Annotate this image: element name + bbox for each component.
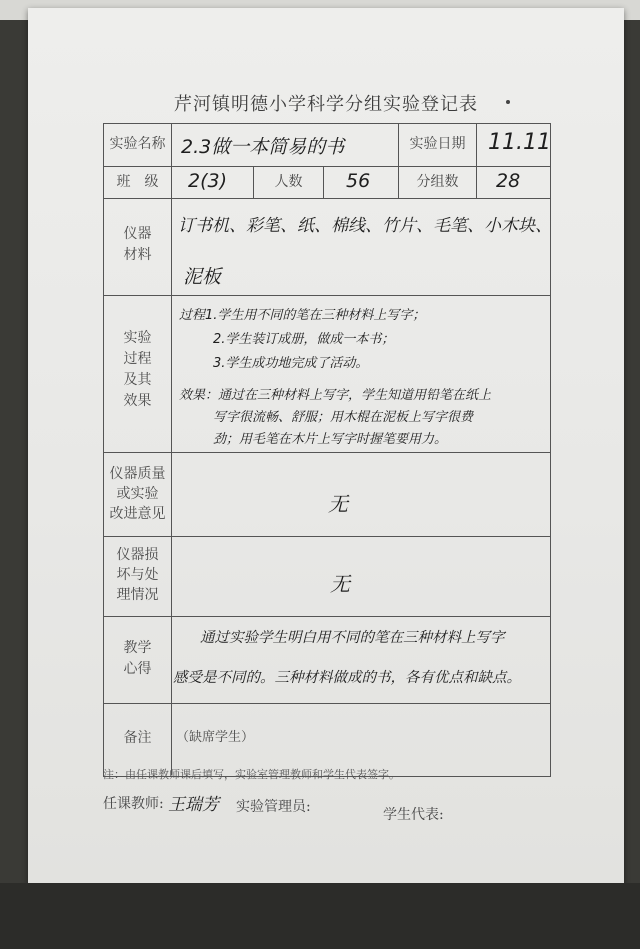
value-effect-line3: 劲；用毛笔在木片上写字时握笔要用力。 — [213, 432, 448, 447]
value-effect-line1: 效果：通过在三种材料上写字，学生知道用铅笔在纸上 — [179, 388, 492, 403]
col-divider — [171, 123, 172, 775]
form-title: 芹河镇明德小学科学分组实验登记表 — [174, 94, 478, 115]
value-damage: 无 — [330, 572, 350, 596]
label-teaching-1: 教学 — [123, 640, 152, 656]
value-process-line1: 过程1.学生用不同的笔在三种材料上写字； — [179, 308, 426, 323]
label-teaching-2: 心得 — [123, 661, 152, 677]
form-paper — [28, 8, 624, 883]
ink-dot — [506, 100, 510, 104]
value-quality: 无 — [328, 492, 348, 516]
label-experiment-date: 实验日期 — [409, 136, 466, 152]
value-experiment-name: 2.3做一本简易的书 — [181, 136, 345, 158]
label-process-3: 及其 — [123, 372, 152, 388]
label-equipment-1: 仪器 — [123, 226, 152, 242]
value-equipment-line1: 订书机、彩笔、纸、棉线、竹片、毛笔、小木块、 — [178, 216, 552, 236]
col-divider — [323, 166, 324, 198]
label-remarks: 备注 — [123, 730, 152, 746]
value-experiment-date: 11.11 — [488, 130, 551, 155]
value-process-line3: 3.学生成功地完成了活动。 — [213, 356, 369, 371]
label-quality-3: 改进意见 — [109, 506, 166, 522]
value-teaching-line2: 感受是不同的。三种材料做成的书，各有优点和缺点。 — [173, 670, 521, 686]
label-equipment-2: 材料 — [123, 247, 152, 263]
footer-note: 注：由任课教师课后填写，实验室管理教师和学生代表签字。 — [103, 768, 400, 781]
teacher-signature: 王瑞芳 — [168, 795, 219, 815]
value-people: 56 — [346, 170, 371, 192]
label-damage-3: 理情况 — [116, 587, 159, 603]
lab-manager-label: 实验管理员: — [236, 799, 311, 815]
label-quality-2: 或实验 — [116, 486, 159, 502]
label-class: 班 级 — [116, 174, 159, 190]
col-divider — [476, 123, 477, 198]
label-quality-1: 仪器质量 — [109, 466, 166, 482]
label-people: 人数 — [274, 174, 303, 190]
background-bottom — [0, 883, 640, 949]
teacher-label: 任课教师: — [103, 796, 164, 812]
value-remarks: （缺席学生） — [176, 730, 255, 745]
label-damage-2: 坏与处 — [116, 567, 159, 583]
value-equipment-line2: 泥板 — [183, 266, 222, 288]
value-class: 2(3) — [188, 170, 228, 192]
value-teaching-line1: 通过实验学生明白用不同的笔在三种材料上写字 — [200, 630, 505, 646]
value-process-line2: 2.学生装订成册，做成一本书； — [213, 332, 395, 347]
student-rep-label: 学生代表: — [383, 807, 444, 823]
label-experiment-name: 实验名称 — [109, 136, 166, 152]
label-process-2: 过程 — [123, 351, 152, 367]
label-process-1: 实验 — [123, 330, 152, 346]
label-process-4: 效果 — [123, 393, 152, 409]
value-groups: 28 — [496, 170, 521, 192]
label-groups: 分组数 — [416, 174, 459, 190]
label-damage-1: 仪器损 — [116, 547, 159, 563]
value-effect-line2: 写字很流畅、舒服；用木棍在泥板上写字很费 — [213, 410, 474, 425]
